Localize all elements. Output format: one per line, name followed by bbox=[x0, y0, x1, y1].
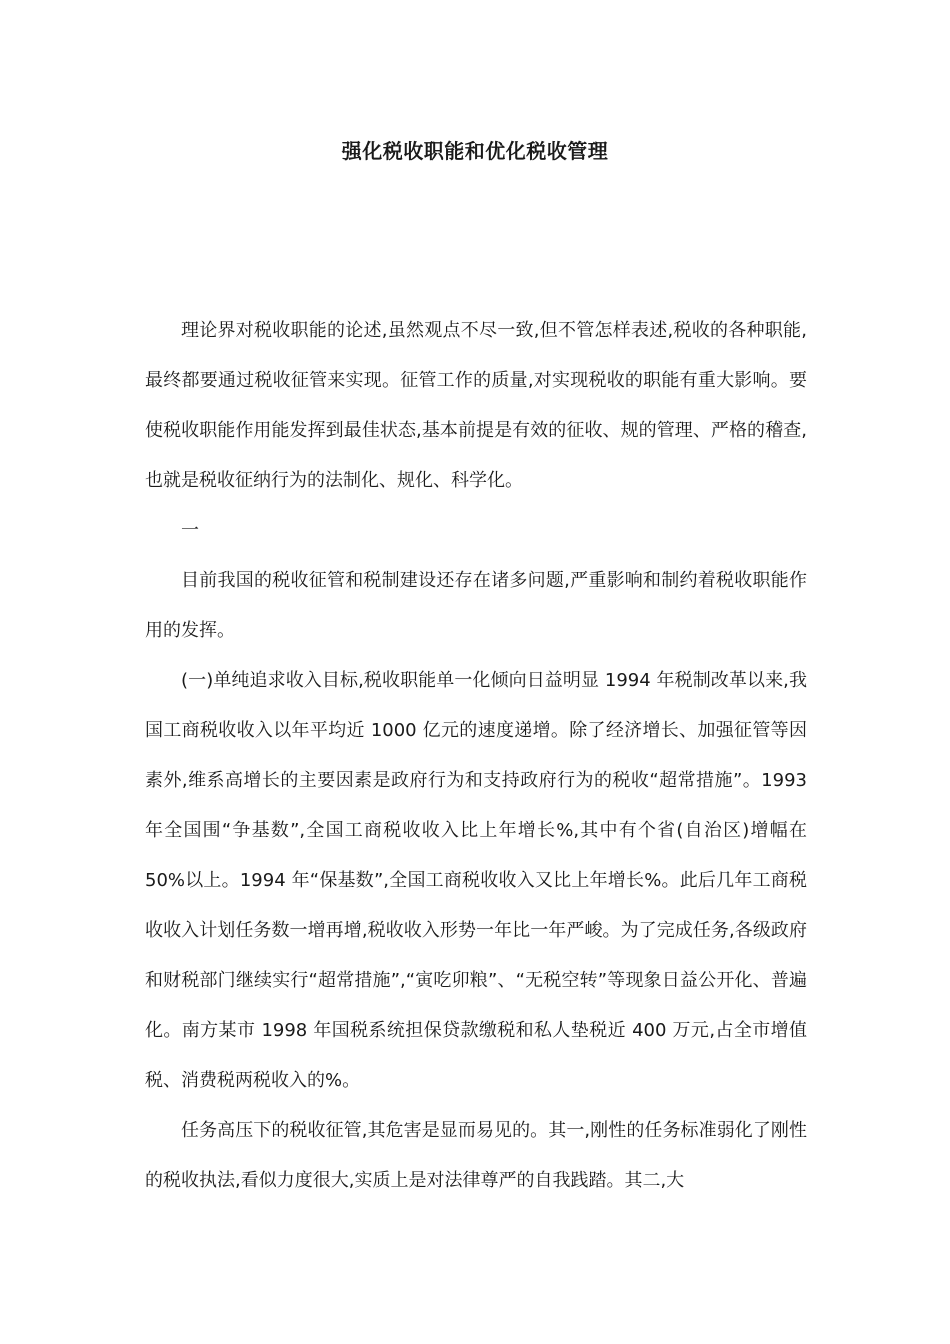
document-body bbox=[145, 306, 807, 1206]
section-heading-one: 一 bbox=[181, 520, 199, 541]
paragraph-problems: 目前我国的税收征管和税制建设还存在诸多问题,严重影响和制约着税收职能作用的发挥。 bbox=[145, 570, 807, 641]
document-title: 强化税收职能和优化税收管理 bbox=[341, 139, 609, 163]
paragraph-revenue-target: (一)单纯追求收入目标,税收职能单一化倾向日益明显 1994 年税制改革以来,我国工商税收收入以年平均近 1000 亿元的速度递增。除了经济增长、加强征管等因素外,维系高增长的主要因素是政府行为和支持政府行为的税收“超常措施”。1993 年全国围“争基数”,全国工商税收收入比上年增长%,其中有个省(自治区)增幅在 50%以上。1994 年“保基数”,全国工商税收收入又比上年增长%。此后几年工商税收收入计划任务数一增再增,税收收入形势一年比一年严峻。为了完成任务,各级政府和财税部门继续实行“超常措施”,“寅吃卯粮”、“无税空转”等现象日益公开化、普遍化。南方某市 1998 年国税系统担保贷款缴税和私人垫税近 400 万元,占全市增值税、消费税两税收入的%。 bbox=[145, 670, 807, 1091]
paragraph-intro: 理论界对税收职能的论述,虽然观点不尽一致,但不管怎样表述,税收的各种职能,最终都要通过税收征管来实现。征管工作的质量,对实现税收的职能有重大影响。要使税收职能作用能发挥到最佳状态,基本前提是有效的征收、规的管理、严格的稽查,也就是税收征纳行为的法制化、规化、科学化。 bbox=[145, 320, 807, 491]
paragraph-harm: 任务高压下的税收征管,其危害是显而易见的。其一,刚性的任务标准弱化了刚性的税收执法,看似力度很大,实质上是对法律尊严的自我践踏。其二,大 bbox=[145, 1120, 807, 1191]
